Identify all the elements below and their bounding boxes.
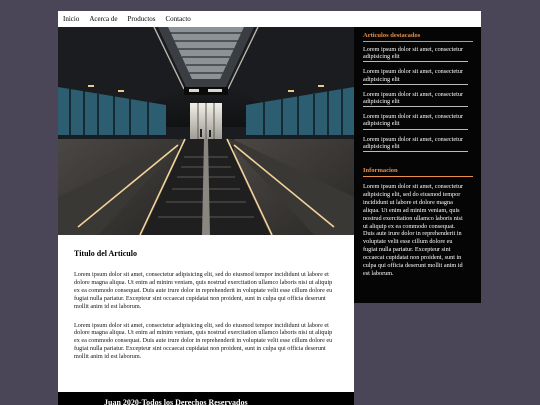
article-title: Titulo del Articulo xyxy=(74,249,137,258)
nav-link-productos[interactable]: Productos xyxy=(127,15,156,23)
hero-image xyxy=(58,27,354,235)
top-nav xyxy=(58,11,481,27)
info-heading: Informacion xyxy=(363,167,473,177)
escalator-photo xyxy=(58,27,354,235)
article-paragraph: Lorem ipsum dolor sit amet, consectetur adipisicing elit, sed do eiusmod tempor incididunt ut labore et dolore magna aliqua. Ut enim ad minim veniam, quis nostrud exercitation ullamco laboris nisi ut aliquip ex ea commodo consequat. Duis aute irure dolor in reprehenderit in voluptate velit esse cillum dolore eu fugiat nulla pariatur. Excepteur sint occaecat cupidatat non proident, sunt in culpa qui officia deserunt mollit anim id est laborum. xyxy=(74,321,333,361)
featured-article-link[interactable]: Lorem ipsum dolor sit amet, consectetur adipisicing elit xyxy=(363,136,468,152)
nav-link-inicio[interactable]: Inicio xyxy=(63,15,80,23)
article-paragraph: Lorem ipsum dolor sit amet, consectetur adipisicing elit, sed do eiusmod tempor incididunt ut labore et dolore magna aliqua. Ut enim ad minim veniam, quis nostrud exercitation ullamco laboris nisi ut aliquip ex ea commodo consequat. Duis aute irure dolor in reprehenderit in voluptate velit esse cillum dolore eu fugiat nulla pariatur. Excepteur sint occaecat cupidatat non proident, sunt in culpa qui officia deserunt mollit anim id est laborum. xyxy=(74,271,333,310)
featured-article-link[interactable]: Lorem ipsum dolor sit amet, consectetur adipisicing elit xyxy=(363,91,468,107)
featured-article-link[interactable]: Lorem ipsum dolor sit amet, consectetur adipisicing elit xyxy=(363,68,468,84)
nav-link-acerca[interactable]: Acerca de xyxy=(89,15,118,23)
article xyxy=(58,235,354,392)
featured-heading: Articulos destacados xyxy=(363,32,473,42)
featured-article-link[interactable]: Lorem ipsum dolor sit amet, consectetur adipisicing elit xyxy=(363,46,468,62)
featured-article-link[interactable]: Lorem ipsum dolor sit amet, consectetur adipisicing elit xyxy=(363,113,468,129)
footer xyxy=(58,392,354,405)
footer-text: Juan 2020-Todos los Derechos Reservados xyxy=(104,398,248,405)
nav-link-contacto[interactable]: Contacto xyxy=(165,15,191,23)
info-text: Lorem ipsum dolor sit amet, consectetur adipisicing elit, sed do eiusmod tempor incididunt ut labore et dolore magna aliqua. Ut enim ad minim veniam, quis nostrud exercitation ullamco laboris nisi ut aliquip ex ea commodo consequat. Duis aute irure dolor in reprehenderit in voluptate velit esse cillum dolore eu fugiat nulla pariatur. Excepteur sint occaecat cupidatat non proident, sunt in culpa qui officia deserunt mollit anim id est laborum. xyxy=(363,183,464,277)
page xyxy=(58,11,481,403)
sidebar xyxy=(354,27,481,303)
